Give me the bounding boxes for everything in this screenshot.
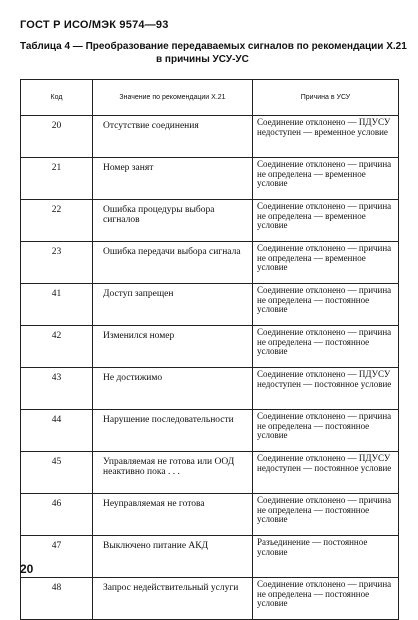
meaning-cell: Нарушение последовательности bbox=[93, 410, 253, 452]
cause-cell: Соединение отклонено — причина не определена — постоянное условие bbox=[253, 494, 399, 536]
table-row bbox=[21, 200, 399, 242]
table-caption bbox=[20, 40, 410, 66]
document-header: ГОСТ Р ИСО/МЭК 9574—93 bbox=[20, 19, 169, 31]
code-cell: 42 bbox=[21, 326, 93, 368]
cause-cell: Соединение отклонено — причина не определена — постоянное условие bbox=[253, 284, 399, 326]
table-row bbox=[21, 578, 399, 620]
table-row bbox=[21, 242, 399, 284]
table-row bbox=[21, 536, 399, 578]
table-row bbox=[21, 452, 399, 494]
table-row bbox=[21, 116, 399, 158]
cause-cell: Соединение отклонено — причина не определена — временное условие bbox=[253, 158, 399, 200]
meaning-cell: Неуправляемая не готова bbox=[93, 494, 253, 536]
column-header-meaning: Значение по рекомендации X.21 bbox=[93, 80, 253, 116]
meaning-cell: Выключено питание АКД bbox=[93, 536, 253, 578]
meaning-cell: Отсутствие соединения bbox=[93, 116, 253, 158]
code-cell: 22 bbox=[21, 200, 93, 242]
code-cell: 46 bbox=[21, 494, 93, 536]
meaning-cell: Ошибка передачи выбора сигнала bbox=[93, 242, 253, 284]
code-cell: 43 bbox=[21, 368, 93, 410]
cause-cell: Соединение отклонено — причина не определена — временное условие bbox=[253, 200, 399, 242]
cause-cell: Соединение отклонено — причина не определена — постоянное условие bbox=[253, 326, 399, 368]
cause-cell: Соединение отклонено — причина не определена — постоянное условие bbox=[253, 410, 399, 452]
table-row bbox=[21, 158, 399, 200]
code-cell: 21 bbox=[21, 158, 93, 200]
table-header-row bbox=[21, 80, 399, 116]
code-cell: 20 bbox=[21, 116, 93, 158]
table-row bbox=[21, 410, 399, 452]
cause-cell: Соединение отклонено — ПДУСУ недоступен — постоянное условие bbox=[253, 452, 399, 494]
code-cell: 45 bbox=[21, 452, 93, 494]
code-cell: 44 bbox=[21, 410, 93, 452]
page-number: 20 bbox=[20, 562, 34, 576]
table-row bbox=[21, 494, 399, 536]
meaning-cell: Управляемая не готова или ООД неактивно пока . . . bbox=[93, 452, 253, 494]
table-row bbox=[21, 368, 399, 410]
cause-cell: Соединение отклонено — ПДУСУ недоступен — постоянное условие bbox=[253, 368, 399, 410]
caption-line-2: в причины УСУ-УС bbox=[156, 54, 249, 65]
code-cell: 47 bbox=[21, 536, 93, 578]
signals-table bbox=[20, 79, 399, 620]
cause-cell: Соединение отклонено — ПДУСУ недоступен — временное условие bbox=[253, 116, 399, 158]
meaning-cell: Ошибка процедуры выбора сигналов bbox=[93, 200, 253, 242]
caption-line-1: Таблица 4 — Преобразование передаваемых сигналов по рекомендации X.21 bbox=[20, 41, 407, 52]
table-row bbox=[21, 284, 399, 326]
table-row bbox=[21, 326, 399, 368]
meaning-cell: Номер занят bbox=[93, 158, 253, 200]
cause-cell: Соединение отклонено — причина не определена — временное условие bbox=[253, 242, 399, 284]
code-cell: 41 bbox=[21, 284, 93, 326]
code-cell: 23 bbox=[21, 242, 93, 284]
code-cell: 48 bbox=[21, 578, 93, 620]
cause-cell: Разъединение — постоянное условие bbox=[253, 536, 399, 578]
meaning-cell: Запрос недействительный услуги bbox=[93, 578, 253, 620]
cause-cell: Соединение отклонено — причина не определена — постоянное условие bbox=[253, 578, 399, 620]
meaning-cell: Не достижимо bbox=[93, 368, 253, 410]
column-header-cause: Причина в УСУ bbox=[253, 80, 399, 116]
meaning-cell: Доступ запрещен bbox=[93, 284, 253, 326]
meaning-cell: Изменился номер bbox=[93, 326, 253, 368]
column-header-code: Код bbox=[21, 80, 93, 116]
